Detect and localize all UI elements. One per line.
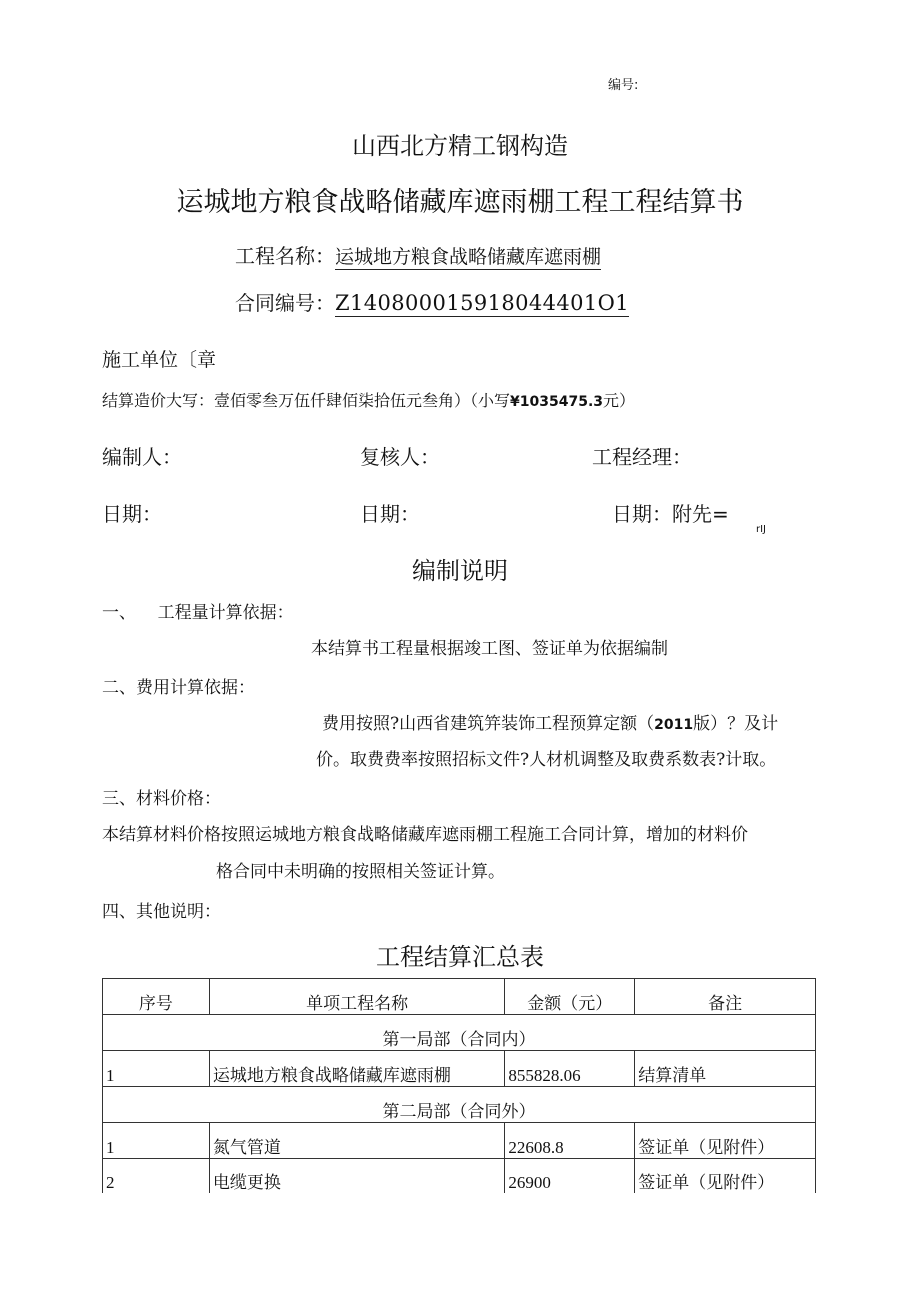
contract-number-value: Z140800015918044401O1 [335,291,630,315]
column-header-remark: 备注 [635,979,816,1015]
notes-section-3-body-line1: 本结算材料价格按照运城地方粮食战略储藏库遮雨棚工程施工合同计算，增加的材料价 [102,825,748,845]
row-name: 氮气管道 [209,1123,505,1159]
column-header-name: 单项工程名称 [209,979,505,1015]
row-no: 1 [103,1123,210,1159]
notes-section-1-body: 本结算书工程量根据竣工图、签证单为依据编制 [311,639,668,659]
notes-section-1-title: 一、 工程量计算依据： [102,603,294,623]
preparer-label: 编制人： [102,445,182,469]
row-no: 1 [103,1051,210,1087]
notes-section-2-body-line2: 价。取费费率按照招标文件?人材机调整及取费系数表?计取。 [316,750,777,770]
contract-number-row [235,287,629,316]
stray-mark: rIJ [756,524,767,535]
section-row-contract-internal [103,1015,816,1051]
notes-section-2-text-a: 费用按照?山西省建筑笄装饰工程预算定额（ [322,714,655,734]
section-label: 第一局部（合同内） [103,1015,816,1051]
notes-section-2-body-line1 [322,709,778,734]
notes-section-2-text-b: 版）？及计 [693,714,779,734]
row-remark: 结算清单 [635,1051,816,1087]
preparer-date-label: 日期： [102,502,162,526]
settlement-price-unit: 元） [603,391,636,410]
settlement-summary-table [102,978,816,1193]
section-label: 第二局部（合同外） [103,1087,816,1123]
document-number-label: 编号: [608,78,639,93]
project-name-row [235,240,601,269]
reviewer-label: 复核人： [360,445,440,469]
table-row [103,1123,816,1159]
document-title: 运城地方粮食战略储藏库遮雨棚工程工程结算书 [176,187,744,218]
settlement-price-row [102,388,635,411]
manager-date-label: 日期：附先= [612,502,729,526]
notes-section-3-body-line2: 格合同中未明确的按照相关签证计算。 [216,862,505,882]
notes-section-3-title: 三、材料价格： [102,789,221,809]
contractor-label: 施工单位〔章 [102,349,217,371]
column-header-amount: 金额（元） [505,979,635,1015]
notes-heading: 编制说明 [412,557,508,585]
table-row [103,1051,816,1087]
row-remark: 签证单（见附件） [635,1123,816,1159]
column-header-no: 序号 [103,979,210,1015]
summary-heading: 工程结算汇总表 [376,943,544,971]
settlement-price-label: 结算造价大写：壹佰零叁万伍仟肆佰柒拾伍元叁角）（小写 [102,391,511,410]
reviewer-date-label: 日期： [360,502,420,526]
row-amount: 855828.06 [505,1051,635,1087]
row-name: 运城地方粮食战略储藏库遮雨棚 [209,1051,505,1087]
row-amount: 22608.8 [505,1123,635,1159]
table-header-row [103,979,816,1015]
settlement-price-amount: ¥1035475.3 [510,394,604,410]
project-name-label: 工程名称： [235,244,335,268]
row-name: 电缆更换 [209,1159,505,1194]
table-row [103,1159,816,1194]
company-name: 山西北方精工钢构造 [352,132,568,160]
project-manager-label: 工程经理： [592,445,692,469]
contract-number-label: 合同编号： [235,291,335,315]
notes-section-2-title: 二、费用计算依据： [102,678,255,698]
project-name-value: 运城地方粮食战略储藏库遮雨棚 [335,246,602,268]
row-remark: 签证单（见附件） [635,1159,816,1194]
row-amount: 26900 [505,1159,635,1194]
section-row-contract-external [103,1087,816,1123]
notes-section-2-year: 2011 [654,717,694,733]
row-no: 2 [103,1159,210,1194]
notes-section-4-title: 四、其他说明： [102,902,221,922]
